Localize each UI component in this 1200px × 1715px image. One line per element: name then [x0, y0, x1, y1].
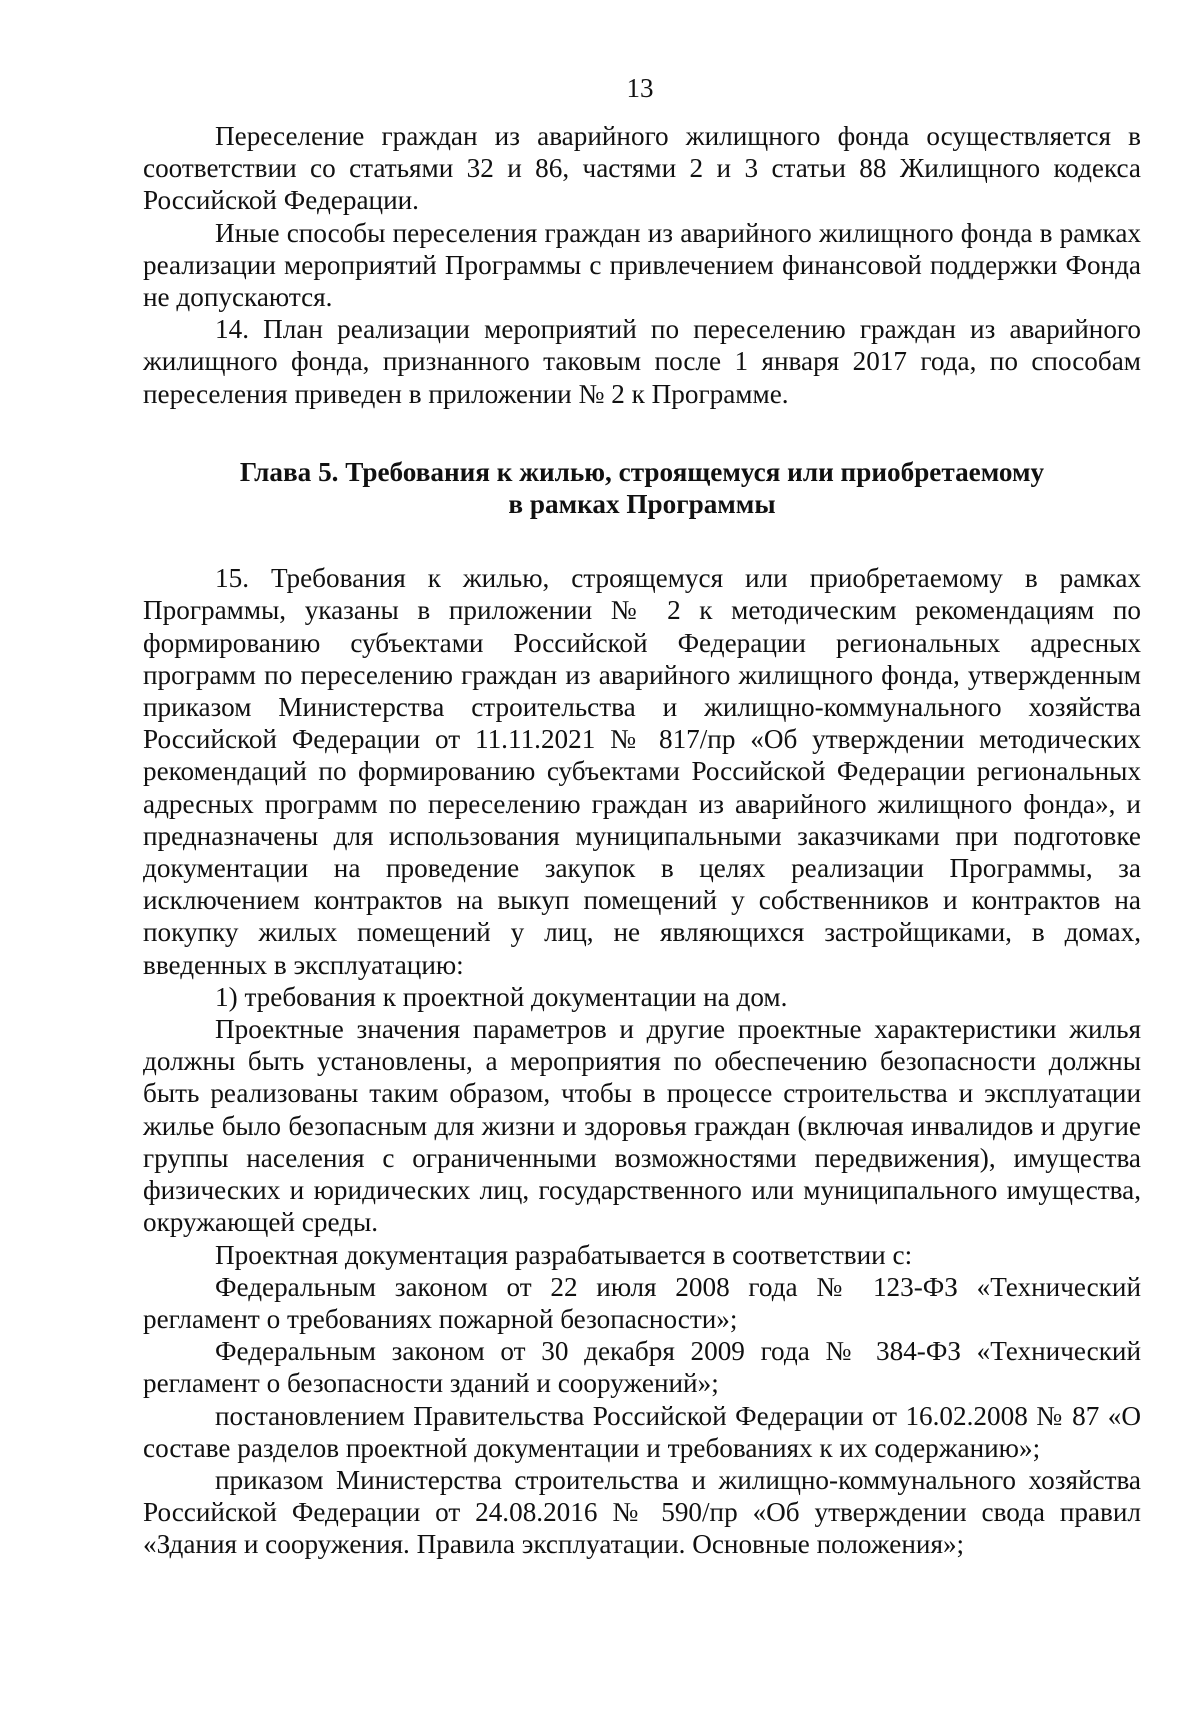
chapter-heading-line1: Глава 5. Требования к жилью, строящемуся или приобретаемому	[239, 456, 1045, 487]
document-body	[143, 120, 1141, 1561]
paragraph-project-docs-requirement: 1) требования к проектной документации на дом.	[215, 981, 788, 1012]
paragraph-14-plan: 14. План реализации мероприятий по переселению граждан из аварийного жилищного фонда, признанного таковым после 1 января 2017 года, по способам переселения приведен в приложении № 2 к Программе.	[143, 314, 1141, 409]
page-number: 13	[626, 73, 654, 103]
chapter-heading	[143, 456, 1141, 520]
paragraph-design-parameters: Проектные значения параметров и другие проектные характеристики жилья должны быть установлены, а мероприятия по обеспечению безопасности должны быть реализованы таким образом, чтобы в процессе строительства и эксплуатации жилье было безопасным для жизни и здоровья граждан (включая инвалидов и другие группы населения с ограниченными возможностями передвижения), имущества физических и юридических лиц, государственного или муниципального имущества, окружающей среды.	[143, 1014, 1141, 1238]
paragraph-15-requirements: 15. Требования к жилью, строящемуся или приобретаемому в рамках Программы, указаны в приложении № 2 к методическим рекомендациям по формированию субъектами Российской Федерации региональных адресных программ по переселению граждан из аварийного жилищного фонда, утвержденным приказом Министерства строительства и жилищно-коммунального хозяйства Российской Федерации от 11.11.2021 № 817/пр «Об утверждении методических рекомендаций по формированию субъектами Российской Федерации региональных адресных программ по переселению граждан из аварийного жилищного фонда», и предназначены для использования муниципальными заказчиками при подготовке документации на проведение закупок в целях реализации Программы, за исключением контрактов на выкуп помещений у собственников и контрактов на покупку жилых помещений у лиц, не являющихся застройщиками, в домах, введенных в эксплуатацию:	[143, 563, 1141, 980]
paragraph-docs-developed-per: Проектная документация разрабатывается в соответствии с:	[215, 1239, 913, 1270]
paragraph-other-methods: Иные способы переселения граждан из аварийного жилищного фонда в рамках реализации мероприятий Программы с привлечением финансовой поддержки Фонда не допускаются.	[143, 217, 1141, 313]
chapter-heading-line2: в рамках Программы	[508, 489, 776, 520]
paragraph-law-384-fz: Федеральным законом от 30 декабря 2009 года № 384-ФЗ «Технический регламент о безопасности зданий и сооружений»;	[143, 1336, 1141, 1399]
paragraph-resettlement-basis: Переселение граждан из аварийного жилищного фонда осуществляется в соответствии со статьями 32 и 86, частями 2 и 3 статьи 88 Жилищного кодекса Российской Федерации.	[143, 121, 1141, 216]
paragraph-law-123-fz: Федеральным законом от 22 июля 2008 года № 123-ФЗ «Технический регламент о требованиях пожарной безопасности»;	[143, 1271, 1141, 1334]
paragraph-order-590: приказом Министерства строительства и жилищно-коммунального хозяйства Российской Федерации от 24.08.2016 № 590/пр «Об утверждении свода правил «Здания и сооружения. Правила эксплуатации. Основные положения»;	[143, 1464, 1141, 1560]
paragraph-resolution-87: постановлением Правительства Российской Федерации от 16.02.2008 № 87 «О составе разделов проектной документации и требованиях к их содержанию»;	[143, 1400, 1141, 1463]
